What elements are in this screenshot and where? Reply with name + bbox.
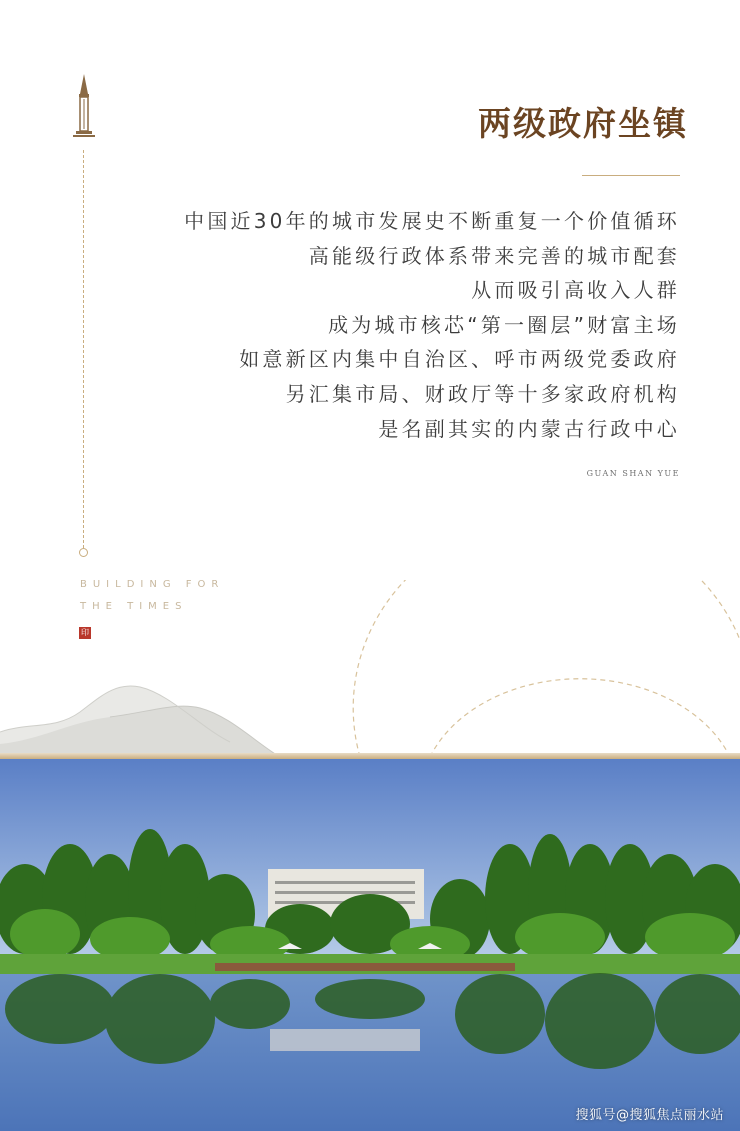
vertical-guide-line [83, 150, 84, 548]
side-text-line-1: BUILDING FOR [80, 579, 225, 590]
guide-line-end-dot [79, 548, 88, 557]
title-underline [582, 175, 680, 176]
tower-icon [70, 72, 98, 142]
body-line: 成为城市核芯“第一圈层”财富主场 [328, 312, 680, 337]
body-line: 另汇集市局、财政厅等十多家政府机构 [285, 381, 680, 406]
side-text-line-2: THE TIMES [80, 601, 188, 612]
body-line: 中国近30年的城市发展史不断重复一个价值循环 [184, 209, 680, 233]
body-text [120, 204, 680, 446]
page-title: 两级政府坐镇 [478, 104, 688, 143]
brand-text: GUAN SHAN YUE [586, 469, 680, 478]
body-line: 如意新区内集中自治区、呼市两级党委政府 [239, 347, 680, 372]
decorative-arcs [340, 580, 740, 757]
body-line: 从而吸引高收入人群 [471, 278, 680, 303]
body-line: 是名副其实的内蒙古行政中心 [378, 416, 680, 441]
body-line: 高能级行政体系带来完善的城市配套 [308, 243, 680, 268]
hills-illustration [0, 672, 300, 757]
lake-park-photo [0, 759, 740, 1131]
seal-icon: 印 [81, 628, 89, 637]
watermark: 搜狐号@搜狐焦点丽水站 [575, 1108, 724, 1123]
